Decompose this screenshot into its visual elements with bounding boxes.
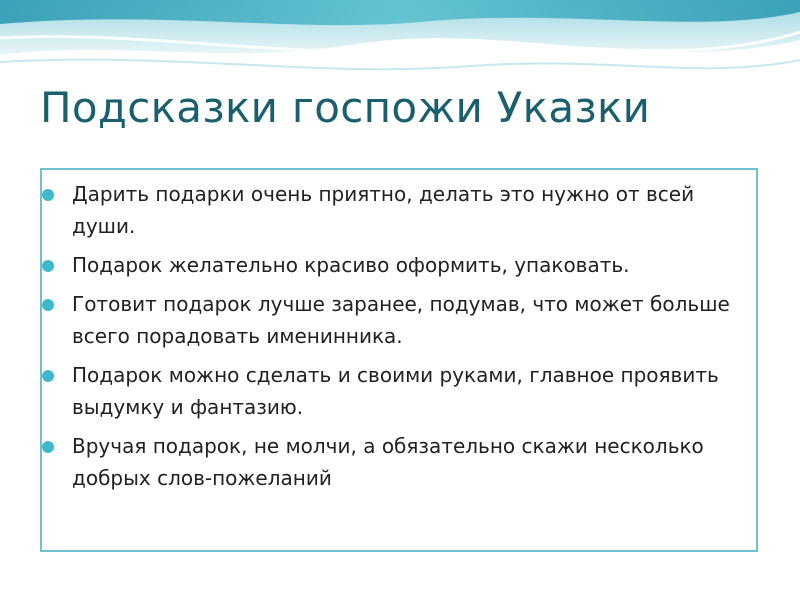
bullet-text: Готовит подарок лучше заранее, подумав, что может больше всего порадовать именинника. [72, 292, 730, 348]
bullet-dot-icon [42, 441, 54, 453]
slide-title: Подсказки госпожи Указки [40, 83, 651, 132]
bullet-item [42, 249, 742, 281]
bullet-dot-icon [42, 370, 54, 382]
content-box [40, 168, 758, 552]
bullet-item [42, 288, 742, 352]
bullet-item [42, 430, 742, 494]
bullet-item [42, 178, 742, 242]
bullet-text: Подарок желательно красиво оформить, упаковать. [72, 253, 630, 277]
bullet-dot-icon [42, 189, 54, 201]
bullet-list [42, 178, 742, 501]
bullet-item [42, 359, 742, 423]
bullet-text: Подарок можно сделать и своими руками, главное проявить выдумку и фантазию. [72, 363, 719, 419]
bullet-dot-icon [42, 299, 54, 311]
bullet-text: Дарить подарки очень приятно, делать это нужно от всей души. [72, 182, 695, 238]
bullet-dot-icon [42, 260, 54, 272]
bullet-text: Вручая подарок, не молчи, а обязательно скажи несколько добрых слов-пожеланий [72, 434, 704, 490]
